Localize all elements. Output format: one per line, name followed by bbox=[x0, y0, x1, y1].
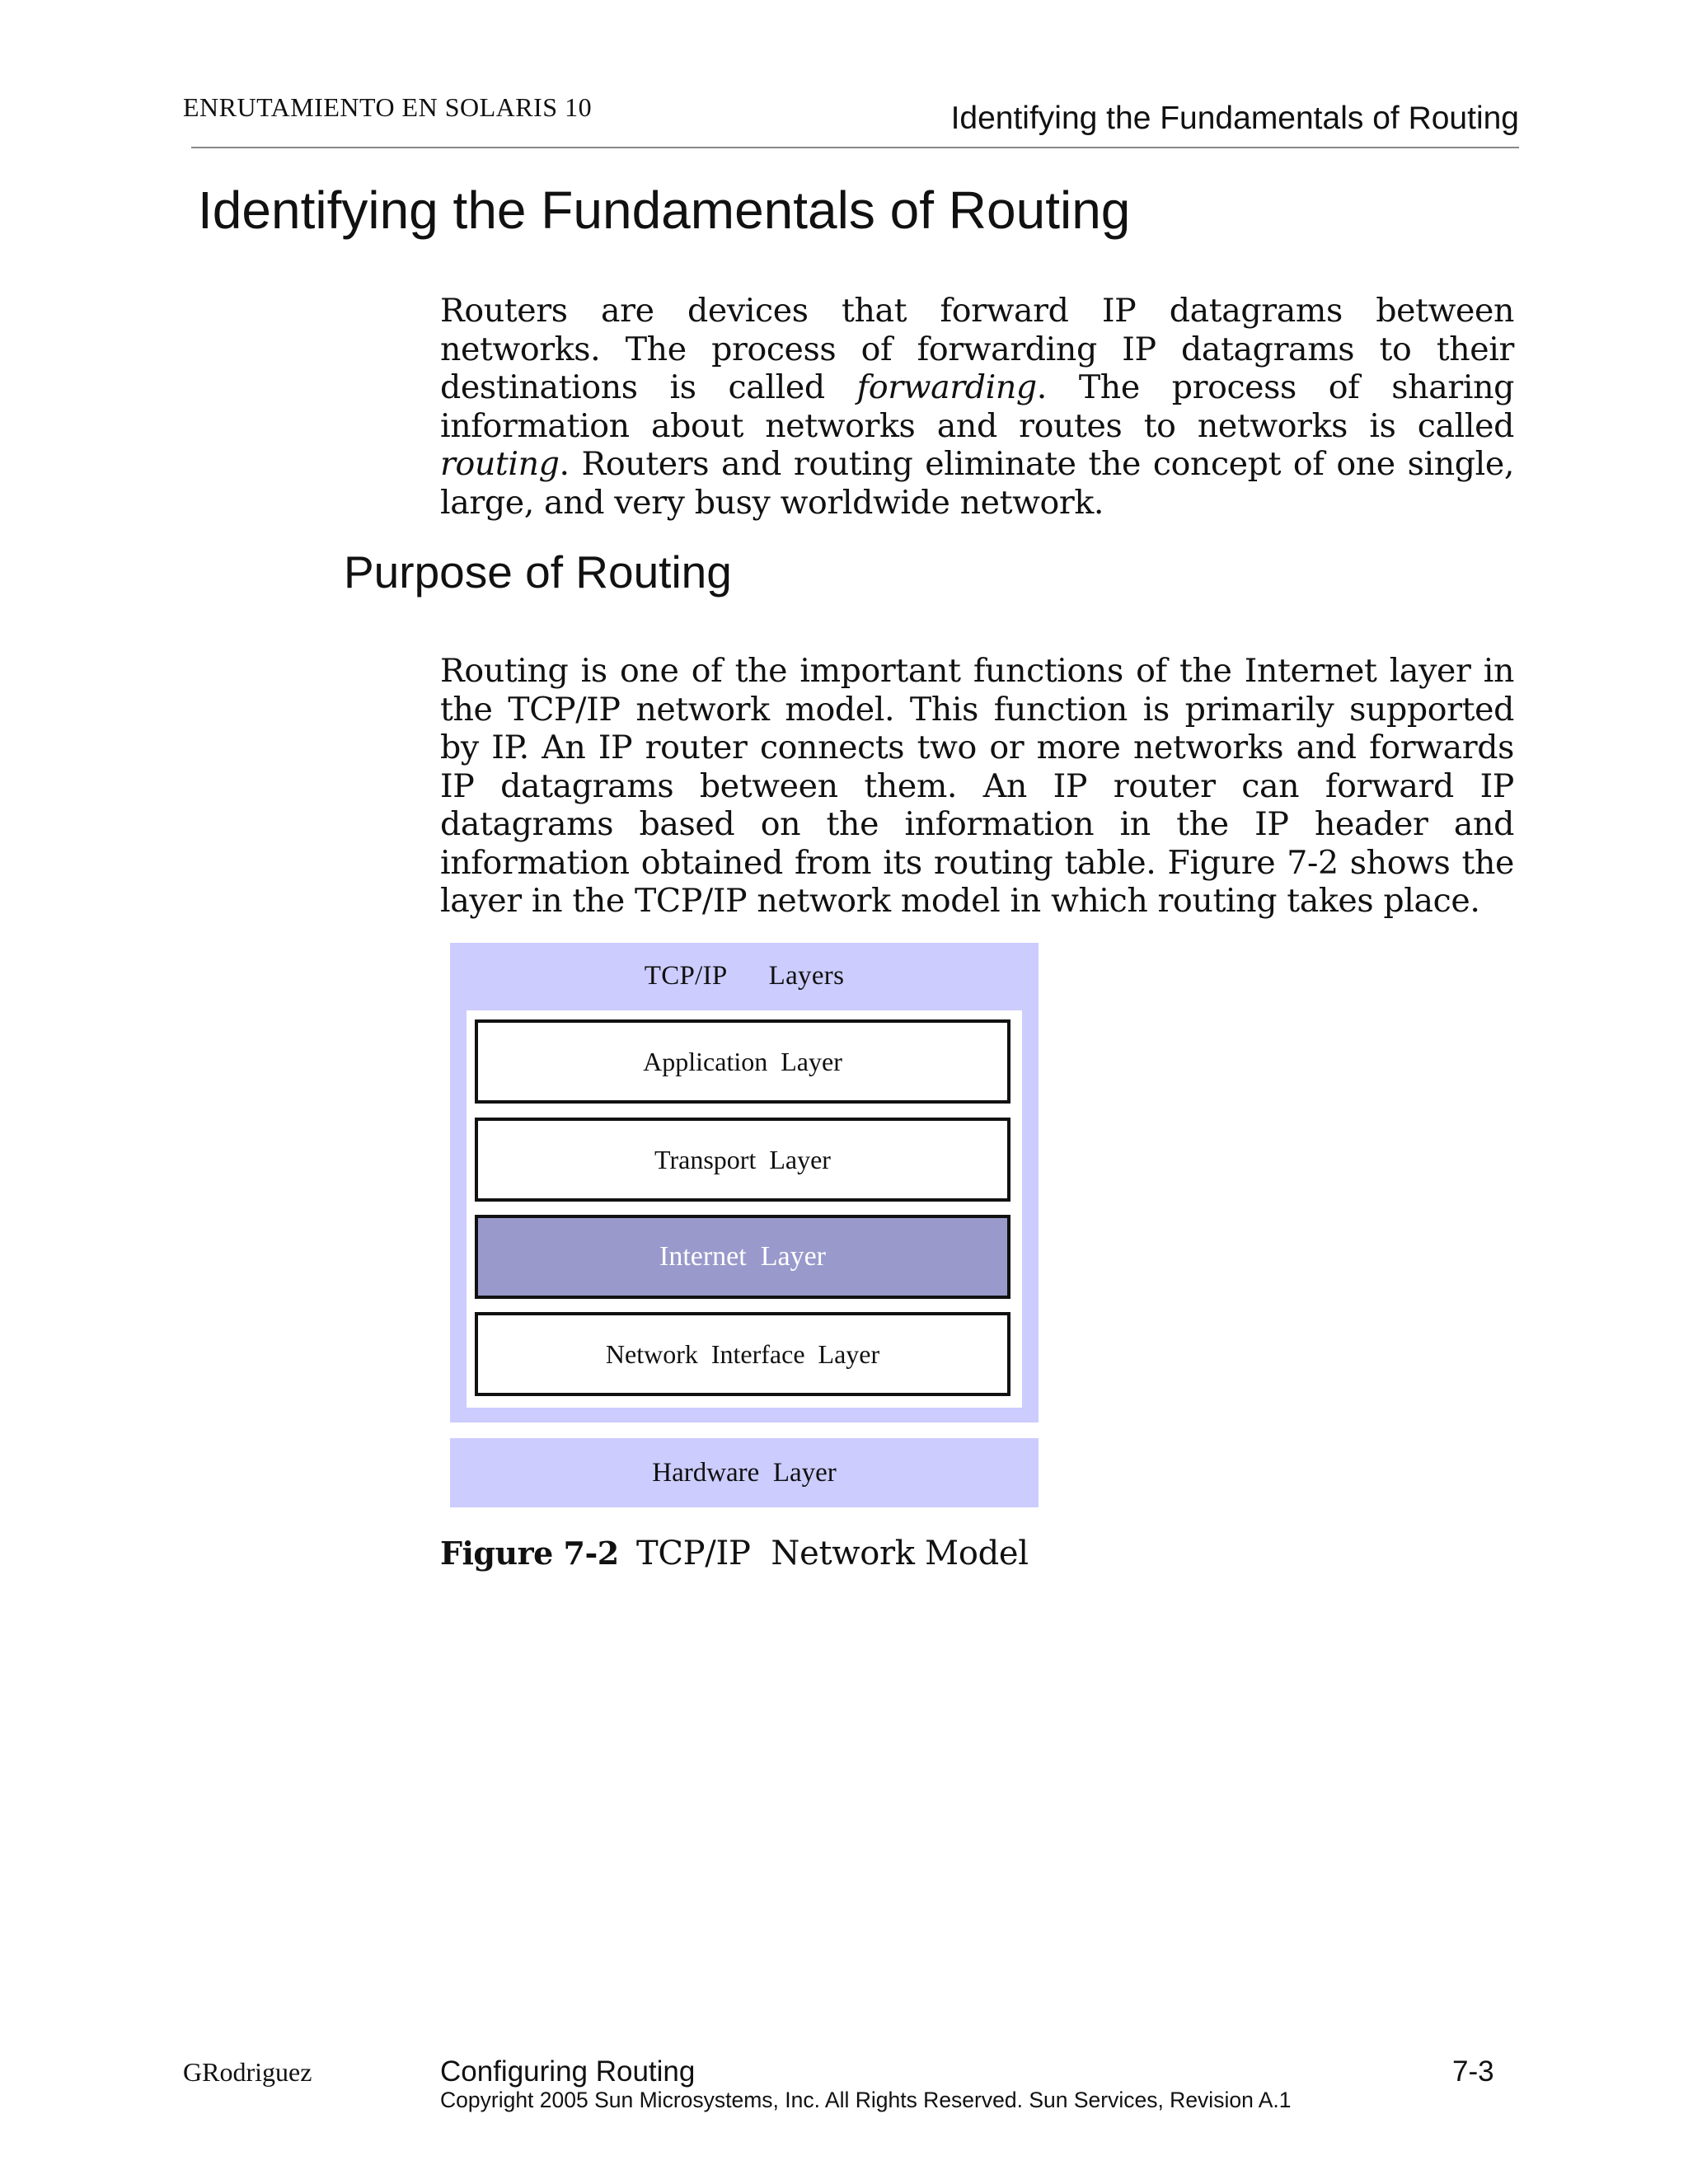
figure-caption-text: TCP/IP Network Model bbox=[636, 1535, 1029, 1572]
running-header-left: ENRUTAMIENTO EN SOLARIS 10 bbox=[183, 92, 593, 122]
page-title: Identifying the Fundamentals of Routing bbox=[198, 180, 1131, 240]
footer-author: GRodriguez bbox=[183, 2057, 312, 2087]
figure-heading: TCP/IP Layers bbox=[644, 961, 845, 991]
running-header-right: Identifying the Fundamentals of Routing bbox=[950, 101, 1519, 136]
footer-copyright: Copyright 2005 Sun Microsystems, Inc. All Rights Reserved. Sun Services, Revision A.1 bbox=[440, 2088, 1292, 2112]
intro-text-2: . The process of sharing information about networks and routes to networks is called bbox=[440, 368, 1514, 445]
intro-text-1: Routers are devices that forward IP datagrams between networks. The process of forwarding IP datagrams to their destinations is called bbox=[440, 292, 1514, 406]
header-rule bbox=[191, 147, 1519, 148]
layer-internet: Internet Layer bbox=[475, 1215, 1010, 1299]
intro-text-3: . Routers and routing eliminate the concept of one single, large, and very busy worldwide network. bbox=[440, 445, 1514, 522]
intro-paragraph bbox=[440, 292, 1514, 522]
layer-network-interface: Network Interface Layer bbox=[475, 1312, 1010, 1396]
footer-chapter: Configuring Routing bbox=[440, 2055, 696, 2088]
layer-hardware: Hardware Layer bbox=[450, 1438, 1039, 1507]
figure-caption-label: Figure 7-2 bbox=[440, 1535, 619, 1572]
layer-transport: Transport Layer bbox=[475, 1118, 1010, 1202]
section-title: Purpose of Routing bbox=[344, 546, 732, 598]
layer-application: Application Layer bbox=[475, 1019, 1010, 1104]
term-routing: routing bbox=[440, 445, 560, 483]
term-forwarding: forwarding bbox=[856, 368, 1037, 406]
section-paragraph: Routing is one of the important functions of the Internet layer in the TCP/IP network model. This function is primarily supported by IP. An IP router connects two or more networks and forwards IP datagrams between them. An IP router can forward IP datagrams based on the information in the IP header and information obtained from its routing table. Figure 7-2 shows the layer in the TCP/IP network model in which routing takes place. bbox=[440, 652, 1514, 920]
footer-page-number: 7-3 bbox=[1452, 2055, 1494, 2088]
